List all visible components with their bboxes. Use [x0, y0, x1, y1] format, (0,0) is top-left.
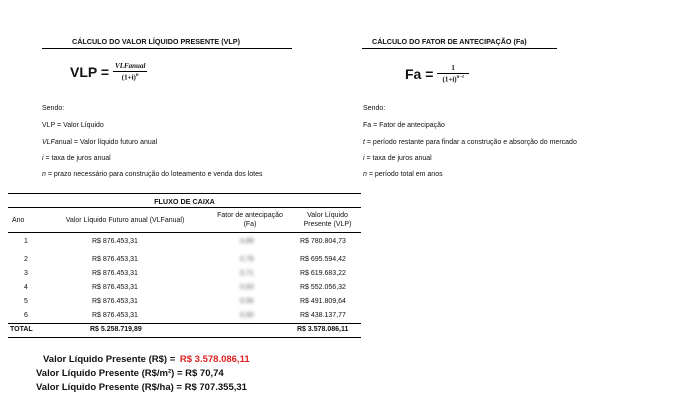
fa-def-i: i = taxa de juros anual: [363, 155, 432, 162]
vlp-def-n: n = prazo necessário para construção do loteamento e venda dos lotes: [42, 171, 263, 178]
cell-vlf: R$ 876.453,31: [92, 238, 138, 245]
summary-vlp-per-m2: Valor Líquido Presente (R$/m²) = R$ 70,74: [36, 368, 224, 379]
table-row: [0, 270, 361, 280]
cell-vlf: R$ 876.453,31: [92, 284, 138, 291]
vlp-formula-lhs: VLP =: [70, 63, 110, 80]
cell-vlf: R$ 876.453,31: [92, 312, 138, 319]
table-total-row: [0, 326, 361, 336]
cell-vlp: R$ 695.594,42: [300, 256, 346, 263]
cell-vlp: R$ 552.056,32: [300, 284, 346, 291]
cell-vlf: R$ 876.453,31: [92, 270, 138, 277]
col-header-ano: Ano: [12, 217, 25, 224]
summary-vlp-per-ha: Valor Líquido Presente (R$/ha) = R$ 707.355,31: [36, 382, 247, 393]
vlp-def-i: i = taxa de juros anual: [42, 155, 111, 162]
col-header-vlf: Valor Líquido Futuro anual (VLFanual): [65, 217, 185, 224]
table-row: [0, 256, 361, 266]
cell-fa: 0,50: [240, 312, 254, 319]
vlp-formula-numerator: VLFanual: [115, 62, 146, 70]
cell-fa: 0,56: [240, 298, 254, 305]
fa-section-title: CÁLCULO DO FATOR DE ANTECIPAÇÃO (Fa): [362, 37, 557, 49]
cell-fa: 0,63: [240, 284, 254, 291]
vlp-formula: [70, 62, 147, 81]
fa-def-n: n = período total em anos: [363, 171, 443, 178]
summary-vlp-reais-value: R$ 3.578.086,11: [179, 354, 250, 365]
table-row: [0, 284, 361, 294]
cell-ano: 2: [24, 256, 28, 263]
cell-vlf: R$ 876.453,31: [92, 298, 138, 305]
total-label: TOTAL: [10, 326, 33, 333]
cell-ano: 5: [24, 298, 28, 305]
cashflow-table-title: FLUXO DE CAIXA: [154, 197, 215, 206]
fa-sendo-label: Sendo:: [363, 105, 386, 112]
fa-formula-lhs: Fa =: [405, 65, 434, 82]
table-top-rule: [8, 193, 361, 194]
cell-fa: 0,71: [240, 270, 254, 277]
fa-def-fa: Fa = Fator de antecipação: [363, 122, 445, 129]
cell-vlp: R$ 491.809,64: [300, 298, 346, 305]
table-bottom-rule: [8, 337, 361, 338]
cell-vlp: R$ 619.683,22: [300, 270, 346, 277]
vlp-def-vlfanual: VLFanual = Valor líquido futuro anual: [42, 139, 158, 146]
cell-vlp: R$ 438.137,77: [300, 312, 346, 319]
vlp-formula-denominator: $(1+i)^n$: [121, 73, 139, 82]
total-vlp: R$ 3.578.086,11: [297, 326, 349, 333]
total-vlf: R$ 5.258.719,89: [90, 326, 142, 333]
col-header-vlp: Valor Líquido Presente (VLP): [303, 212, 352, 228]
fa-formula-denominator: $(1+i)^{n-t}$: [442, 75, 464, 84]
table-title-rule: [8, 207, 361, 208]
cell-vlp: R$ 780.804,73: [300, 238, 346, 245]
fa-def-t: t = período restante para findar a construção e absorção do mercado: [363, 139, 577, 146]
table-total-rule: [8, 323, 361, 324]
col-header-fa: Fator de antecipação (Fa): [217, 212, 283, 228]
summary-vlp-reais: Valor Líquido Presente (R$) = R$ 3.578.086,11: [43, 354, 250, 365]
cell-ano: 4: [24, 284, 28, 291]
vlp-section-title: CÁLCULO DO VALOR LÍQUIDO PRESENTE (VLP): [42, 37, 292, 49]
cell-vlf: R$ 876.453,31: [92, 256, 138, 263]
cell-fa: 0,79: [240, 256, 254, 263]
cell-ano: 3: [24, 270, 28, 277]
vlp-def-vlp: VLP = Valor Líquido: [42, 122, 104, 129]
cell-fa: 0,89: [240, 238, 254, 245]
fa-formula-numerator: 1: [437, 64, 469, 74]
fa-formula-fraction: [437, 64, 469, 83]
table-row: [0, 312, 361, 322]
cell-ano: 6: [24, 312, 28, 319]
vlp-formula-fraction: [113, 62, 147, 81]
vlp-sendo-label: Sendo:: [42, 105, 65, 112]
fa-formula: [405, 64, 469, 83]
table-row: [0, 298, 361, 308]
table-header-rule: [8, 232, 361, 233]
table-row: [0, 238, 361, 248]
cell-ano: 1: [24, 238, 28, 245]
